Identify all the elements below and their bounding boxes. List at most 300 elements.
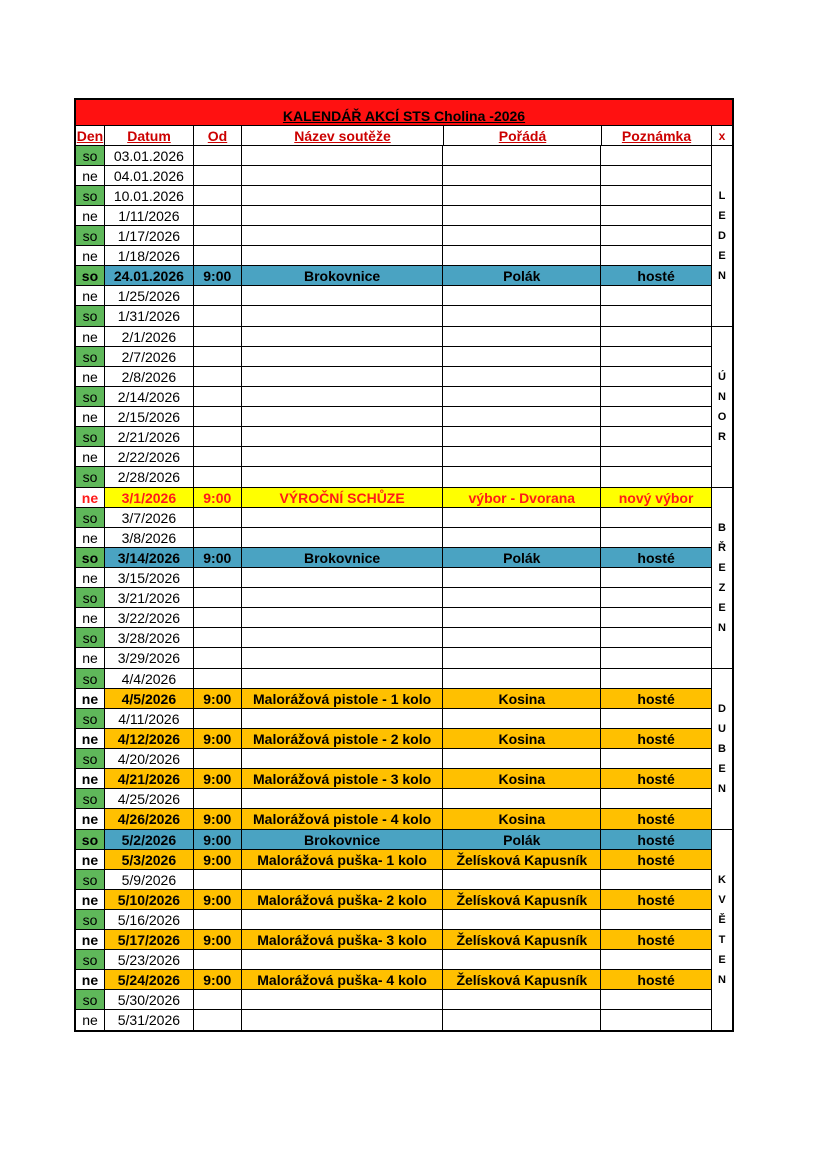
cell-datum: 5/24/2026 xyxy=(105,970,194,989)
cell-od xyxy=(194,508,242,527)
cell-nazev xyxy=(242,367,444,386)
month-block xyxy=(76,146,732,327)
cell-od: 9:00 xyxy=(194,548,242,567)
cell-nazev xyxy=(242,387,444,406)
cell-poznamka xyxy=(601,749,711,768)
table-row xyxy=(76,689,711,709)
table-row xyxy=(76,608,711,628)
cell-nazev xyxy=(242,467,444,487)
cell-nazev xyxy=(242,990,444,1009)
table-row xyxy=(76,669,711,689)
cell-nazev xyxy=(242,749,444,768)
calendar-title: KALENDÁŘ AKCÍ STS Cholina -2026 xyxy=(76,100,732,126)
cell-od xyxy=(194,427,242,446)
table-row xyxy=(76,568,711,588)
cell-den: so xyxy=(76,588,105,607)
cell-porada xyxy=(443,910,601,929)
month-label xyxy=(712,327,732,487)
cell-od xyxy=(194,347,242,366)
table-row xyxy=(76,628,711,648)
cell-datum: 2/15/2026 xyxy=(105,407,194,426)
month-block xyxy=(76,669,732,830)
cell-porada: Želísková Kapusník xyxy=(443,850,601,869)
cell-od xyxy=(194,367,242,386)
table-row xyxy=(76,648,711,668)
cell-datum: 10.01.2026 xyxy=(105,186,194,205)
cell-nazev xyxy=(242,186,444,205)
cell-porada: Želísková Kapusník xyxy=(443,970,601,989)
cell-poznamka xyxy=(601,950,711,969)
cell-den: ne xyxy=(76,850,105,869)
cell-den: ne xyxy=(76,648,105,668)
table-row xyxy=(76,467,711,487)
cell-poznamka xyxy=(601,789,711,808)
cell-od xyxy=(194,246,242,265)
header-poznamka: Poznámka xyxy=(602,126,712,145)
cell-nazev xyxy=(242,306,444,326)
cell-datum: 3/7/2026 xyxy=(105,508,194,527)
cell-poznamka xyxy=(601,306,711,326)
cell-od: 9:00 xyxy=(194,930,242,949)
cell-poznamka xyxy=(601,467,711,487)
cell-datum: 3/1/2026 xyxy=(105,488,194,507)
cell-nazev xyxy=(242,407,444,426)
cell-od xyxy=(194,709,242,728)
cell-nazev xyxy=(242,628,444,647)
cell-porada: Polák xyxy=(443,830,601,849)
cell-porada: Kosina xyxy=(443,729,601,748)
cell-od: 9:00 xyxy=(194,850,242,869)
cell-den: so xyxy=(76,266,105,285)
cell-den: ne xyxy=(76,246,105,265)
cell-poznamka xyxy=(601,1010,711,1030)
month-letter: T xyxy=(718,934,726,946)
cell-datum: 3/29/2026 xyxy=(105,648,194,668)
cell-porada: výbor - Dvorana xyxy=(443,488,601,507)
cell-poznamka: hosté xyxy=(601,850,711,869)
cell-porada xyxy=(443,286,601,305)
cell-porada xyxy=(443,427,601,446)
cell-datum: 1/25/2026 xyxy=(105,286,194,305)
cell-poznamka xyxy=(601,508,711,527)
cell-porada xyxy=(443,146,601,165)
cell-porada xyxy=(443,447,601,466)
cell-porada xyxy=(443,186,601,205)
cell-nazev: VÝROČNÍ SCHŮZE xyxy=(242,488,444,507)
cell-poznamka: hosté xyxy=(601,830,711,849)
cell-den: ne xyxy=(76,970,105,989)
cell-od xyxy=(194,387,242,406)
table-row xyxy=(76,306,711,326)
cell-den: so xyxy=(76,347,105,366)
cell-od xyxy=(194,186,242,205)
cell-od: 9:00 xyxy=(194,729,242,748)
cell-den: ne xyxy=(76,890,105,909)
cell-den: so xyxy=(76,830,105,849)
month-letter: Ú xyxy=(718,371,726,383)
month-letter: B xyxy=(718,522,726,534)
cell-porada: Želísková Kapusník xyxy=(443,890,601,909)
cell-od xyxy=(194,608,242,627)
cell-datum: 2/21/2026 xyxy=(105,427,194,446)
month-letter: E xyxy=(718,954,726,966)
month-letter: D xyxy=(718,703,726,715)
cell-porada xyxy=(443,467,601,487)
cell-den: so xyxy=(76,870,105,889)
cell-den: so xyxy=(76,467,105,487)
month-letter: Z xyxy=(718,582,726,594)
cell-porada xyxy=(443,306,601,326)
cell-od xyxy=(194,910,242,929)
cell-poznamka xyxy=(601,327,711,346)
cell-od: 9:00 xyxy=(194,266,242,285)
table-row xyxy=(76,146,711,166)
month-rows xyxy=(76,488,712,668)
month-letter: N xyxy=(718,974,726,986)
table-row xyxy=(76,749,711,769)
cell-den: ne xyxy=(76,930,105,949)
table-row xyxy=(76,930,711,950)
table-row xyxy=(76,266,711,286)
cell-od: 9:00 xyxy=(194,769,242,788)
table-row xyxy=(76,789,711,809)
cell-datum: 1/18/2026 xyxy=(105,246,194,265)
cell-poznamka xyxy=(601,427,711,446)
cell-poznamka xyxy=(601,186,711,205)
month-block xyxy=(76,327,732,488)
table-header xyxy=(76,126,732,146)
cell-datum: 03.01.2026 xyxy=(105,146,194,165)
cell-nazev xyxy=(242,669,444,688)
month-block xyxy=(76,830,732,1030)
cell-poznamka xyxy=(601,407,711,426)
cell-nazev xyxy=(242,427,444,446)
cell-datum: 3/22/2026 xyxy=(105,608,194,627)
table-row xyxy=(76,769,711,789)
cell-od xyxy=(194,628,242,647)
cell-porada xyxy=(443,327,601,346)
cell-datum: 4/21/2026 xyxy=(105,769,194,788)
cell-nazev xyxy=(242,910,444,929)
cell-den: ne xyxy=(76,769,105,788)
cell-nazev xyxy=(242,206,444,225)
cell-den: ne xyxy=(76,367,105,386)
month-letter: R xyxy=(718,431,726,443)
month-rows xyxy=(76,830,712,1030)
cell-poznamka xyxy=(601,447,711,466)
cell-nazev xyxy=(242,347,444,366)
cell-den: ne xyxy=(76,447,105,466)
cell-od xyxy=(194,166,242,185)
cell-poznamka xyxy=(601,347,711,366)
cell-od xyxy=(194,226,242,245)
cell-porada xyxy=(443,166,601,185)
cell-poznamka: hosté xyxy=(601,930,711,949)
cell-od xyxy=(194,749,242,768)
header-x: x xyxy=(718,128,726,143)
table-row xyxy=(76,488,711,508)
cell-nazev: Malorážová pistole - 2 kolo xyxy=(242,729,444,748)
month-letter: N xyxy=(718,783,726,795)
cell-datum: 04.01.2026 xyxy=(105,166,194,185)
cell-nazev: Brokovnice xyxy=(242,830,444,849)
cell-poznamka xyxy=(601,568,711,587)
cell-den: ne xyxy=(76,206,105,225)
cell-datum: 4/4/2026 xyxy=(105,669,194,688)
cell-od xyxy=(194,950,242,969)
month-letter: E xyxy=(718,210,726,222)
header-datum: Datum xyxy=(105,126,194,145)
cell-den: so xyxy=(76,669,105,688)
cell-od xyxy=(194,669,242,688)
month-rows xyxy=(76,669,712,829)
table-row xyxy=(76,286,711,306)
cell-porada xyxy=(443,1010,601,1030)
cell-poznamka: hosté xyxy=(601,729,711,748)
month-letter: Ě xyxy=(718,914,726,926)
cell-poznamka xyxy=(601,528,711,547)
table-row xyxy=(76,709,711,729)
cell-datum: 1/17/2026 xyxy=(105,226,194,245)
cell-datum: 5/23/2026 xyxy=(105,950,194,969)
table-row xyxy=(76,347,711,367)
cell-den: ne xyxy=(76,166,105,185)
cell-porada xyxy=(443,669,601,688)
cell-datum: 2/8/2026 xyxy=(105,367,194,386)
cell-porada xyxy=(443,226,601,245)
cell-od xyxy=(194,648,242,668)
cell-poznamka: hosté xyxy=(601,548,711,567)
cell-porada xyxy=(443,407,601,426)
table-row xyxy=(76,387,711,407)
cell-den: so xyxy=(76,427,105,446)
cell-od xyxy=(194,568,242,587)
cell-poznamka: hosté xyxy=(601,689,711,708)
cell-porada xyxy=(443,789,601,808)
table-row xyxy=(76,206,711,226)
cell-od: 9:00 xyxy=(194,809,242,829)
cell-od xyxy=(194,1010,242,1030)
table-row xyxy=(76,528,711,548)
cell-poznamka: hosté xyxy=(601,970,711,989)
table-row xyxy=(76,809,711,829)
cell-datum: 24.01.2026 xyxy=(105,266,194,285)
cell-datum: 4/5/2026 xyxy=(105,689,194,708)
cell-den: ne xyxy=(76,608,105,627)
cell-porada xyxy=(443,628,601,647)
cell-poznamka xyxy=(601,608,711,627)
cell-datum: 3/8/2026 xyxy=(105,528,194,547)
cell-porada xyxy=(443,870,601,889)
cell-datum: 1/11/2026 xyxy=(105,206,194,225)
month-letter: D xyxy=(718,230,726,242)
cell-den: ne xyxy=(76,1010,105,1030)
cell-od xyxy=(194,467,242,487)
month-letter: L xyxy=(718,190,726,202)
cell-porada xyxy=(443,528,601,547)
cell-datum: 4/11/2026 xyxy=(105,709,194,728)
cell-od: 9:00 xyxy=(194,890,242,909)
month-letter: N xyxy=(718,391,726,403)
cell-od xyxy=(194,447,242,466)
cell-porada xyxy=(443,588,601,607)
cell-od xyxy=(194,789,242,808)
cell-porada xyxy=(443,367,601,386)
table-row xyxy=(76,548,711,568)
header-nazev: Název soutěže xyxy=(242,126,444,145)
table-row xyxy=(76,970,711,990)
table-row xyxy=(76,447,711,467)
cell-den: so xyxy=(76,749,105,768)
cell-porada: Želísková Kapusník xyxy=(443,930,601,949)
cell-nazev xyxy=(242,648,444,668)
table-row xyxy=(76,990,711,1010)
cell-od xyxy=(194,206,242,225)
cell-datum: 5/17/2026 xyxy=(105,930,194,949)
cell-datum: 3/21/2026 xyxy=(105,588,194,607)
table-row xyxy=(76,327,711,347)
cell-den: ne xyxy=(76,729,105,748)
cell-datum: 4/12/2026 xyxy=(105,729,194,748)
cell-den: so xyxy=(76,548,105,567)
cell-datum: 2/7/2026 xyxy=(105,347,194,366)
cell-nazev xyxy=(242,447,444,466)
cell-poznamka xyxy=(601,910,711,929)
cell-nazev: Malorážová puška- 3 kolo xyxy=(242,930,444,949)
cell-poznamka: hosté xyxy=(601,809,711,829)
cell-datum: 5/9/2026 xyxy=(105,870,194,889)
table-row xyxy=(76,508,711,528)
cell-den: so xyxy=(76,186,105,205)
cell-nazev xyxy=(242,709,444,728)
cell-nazev xyxy=(242,327,444,346)
month-letter: E xyxy=(718,602,726,614)
cell-den: ne xyxy=(76,407,105,426)
month-letter: U xyxy=(718,723,726,735)
cell-datum: 3/15/2026 xyxy=(105,568,194,587)
cell-nazev xyxy=(242,588,444,607)
table-row xyxy=(76,830,711,850)
table-row xyxy=(76,588,711,608)
cell-datum: 2/14/2026 xyxy=(105,387,194,406)
cell-nazev xyxy=(242,528,444,547)
cell-poznamka xyxy=(601,367,711,386)
header-od: Od xyxy=(194,126,242,145)
cell-porada xyxy=(443,568,601,587)
month-letter: B xyxy=(718,743,726,755)
cell-od xyxy=(194,286,242,305)
month-label xyxy=(712,488,732,668)
cell-nazev: Malorážová puška- 4 kolo xyxy=(242,970,444,989)
cell-od xyxy=(194,588,242,607)
cell-od: 9:00 xyxy=(194,488,242,507)
month-letter: N xyxy=(718,270,726,282)
table-row xyxy=(76,890,711,910)
cell-porada xyxy=(443,387,601,406)
month-letter: E xyxy=(718,250,726,262)
cell-datum: 2/28/2026 xyxy=(105,467,194,487)
cell-nazev: Malorážová pistole - 3 kolo xyxy=(242,769,444,788)
cell-den: ne xyxy=(76,528,105,547)
cell-porada xyxy=(443,608,601,627)
cell-porada xyxy=(443,990,601,1009)
cell-den: so xyxy=(76,950,105,969)
cell-poznamka xyxy=(601,628,711,647)
cell-nazev xyxy=(242,870,444,889)
cell-den: ne xyxy=(76,286,105,305)
table-body xyxy=(76,146,732,1030)
cell-nazev xyxy=(242,608,444,627)
cell-poznamka xyxy=(601,387,711,406)
cell-porada xyxy=(443,206,601,225)
table-row xyxy=(76,166,711,186)
table-row xyxy=(76,910,711,930)
month-letter: E xyxy=(718,763,726,775)
cell-nazev xyxy=(242,246,444,265)
cell-porada xyxy=(443,246,601,265)
cell-datum: 5/16/2026 xyxy=(105,910,194,929)
month-letter: N xyxy=(718,622,726,634)
header-den: Den xyxy=(76,127,104,144)
cell-den: so xyxy=(76,789,105,808)
cell-porada xyxy=(443,950,601,969)
month-block xyxy=(76,488,732,669)
cell-den: so xyxy=(76,709,105,728)
cell-porada xyxy=(443,749,601,768)
cell-nazev: Malorážová puška- 1 kolo xyxy=(242,850,444,869)
cell-datum: 5/3/2026 xyxy=(105,850,194,869)
header-porada: Pořádá xyxy=(444,126,602,145)
cell-datum: 5/31/2026 xyxy=(105,1010,194,1030)
cell-nazev xyxy=(242,146,444,165)
cell-den: so xyxy=(76,146,105,165)
cell-porada xyxy=(443,347,601,366)
cell-datum: 5/10/2026 xyxy=(105,890,194,909)
cell-poznamka: nový výbor xyxy=(601,488,711,507)
cell-poznamka xyxy=(601,990,711,1009)
cell-od: 9:00 xyxy=(194,830,242,849)
table-row xyxy=(76,407,711,427)
cell-nazev xyxy=(242,226,444,245)
calendar-sheet xyxy=(74,98,734,1032)
cell-od xyxy=(194,407,242,426)
cell-poznamka xyxy=(601,246,711,265)
cell-nazev: Malorážová pistole - 1 kolo xyxy=(242,689,444,708)
cell-porada: Kosina xyxy=(443,769,601,788)
month-label xyxy=(712,830,732,1030)
cell-datum: 4/26/2026 xyxy=(105,809,194,829)
cell-porada xyxy=(443,709,601,728)
cell-datum: 5/2/2026 xyxy=(105,830,194,849)
cell-den: so xyxy=(76,628,105,647)
cell-od: 9:00 xyxy=(194,970,242,989)
cell-porada: Kosina xyxy=(443,689,601,708)
table-row xyxy=(76,729,711,749)
cell-od xyxy=(194,990,242,1009)
cell-den: ne xyxy=(76,809,105,829)
cell-nazev: Malorážová puška- 2 kolo xyxy=(242,890,444,909)
cell-nazev xyxy=(242,1010,444,1030)
cell-datum: 3/28/2026 xyxy=(105,628,194,647)
month-letter: K xyxy=(718,874,726,886)
cell-od xyxy=(194,327,242,346)
cell-datum: 2/22/2026 xyxy=(105,447,194,466)
cell-porada: Polák xyxy=(443,266,601,285)
month-label xyxy=(712,146,732,326)
cell-poznamka xyxy=(601,588,711,607)
cell-den: so xyxy=(76,508,105,527)
cell-poznamka xyxy=(601,286,711,305)
